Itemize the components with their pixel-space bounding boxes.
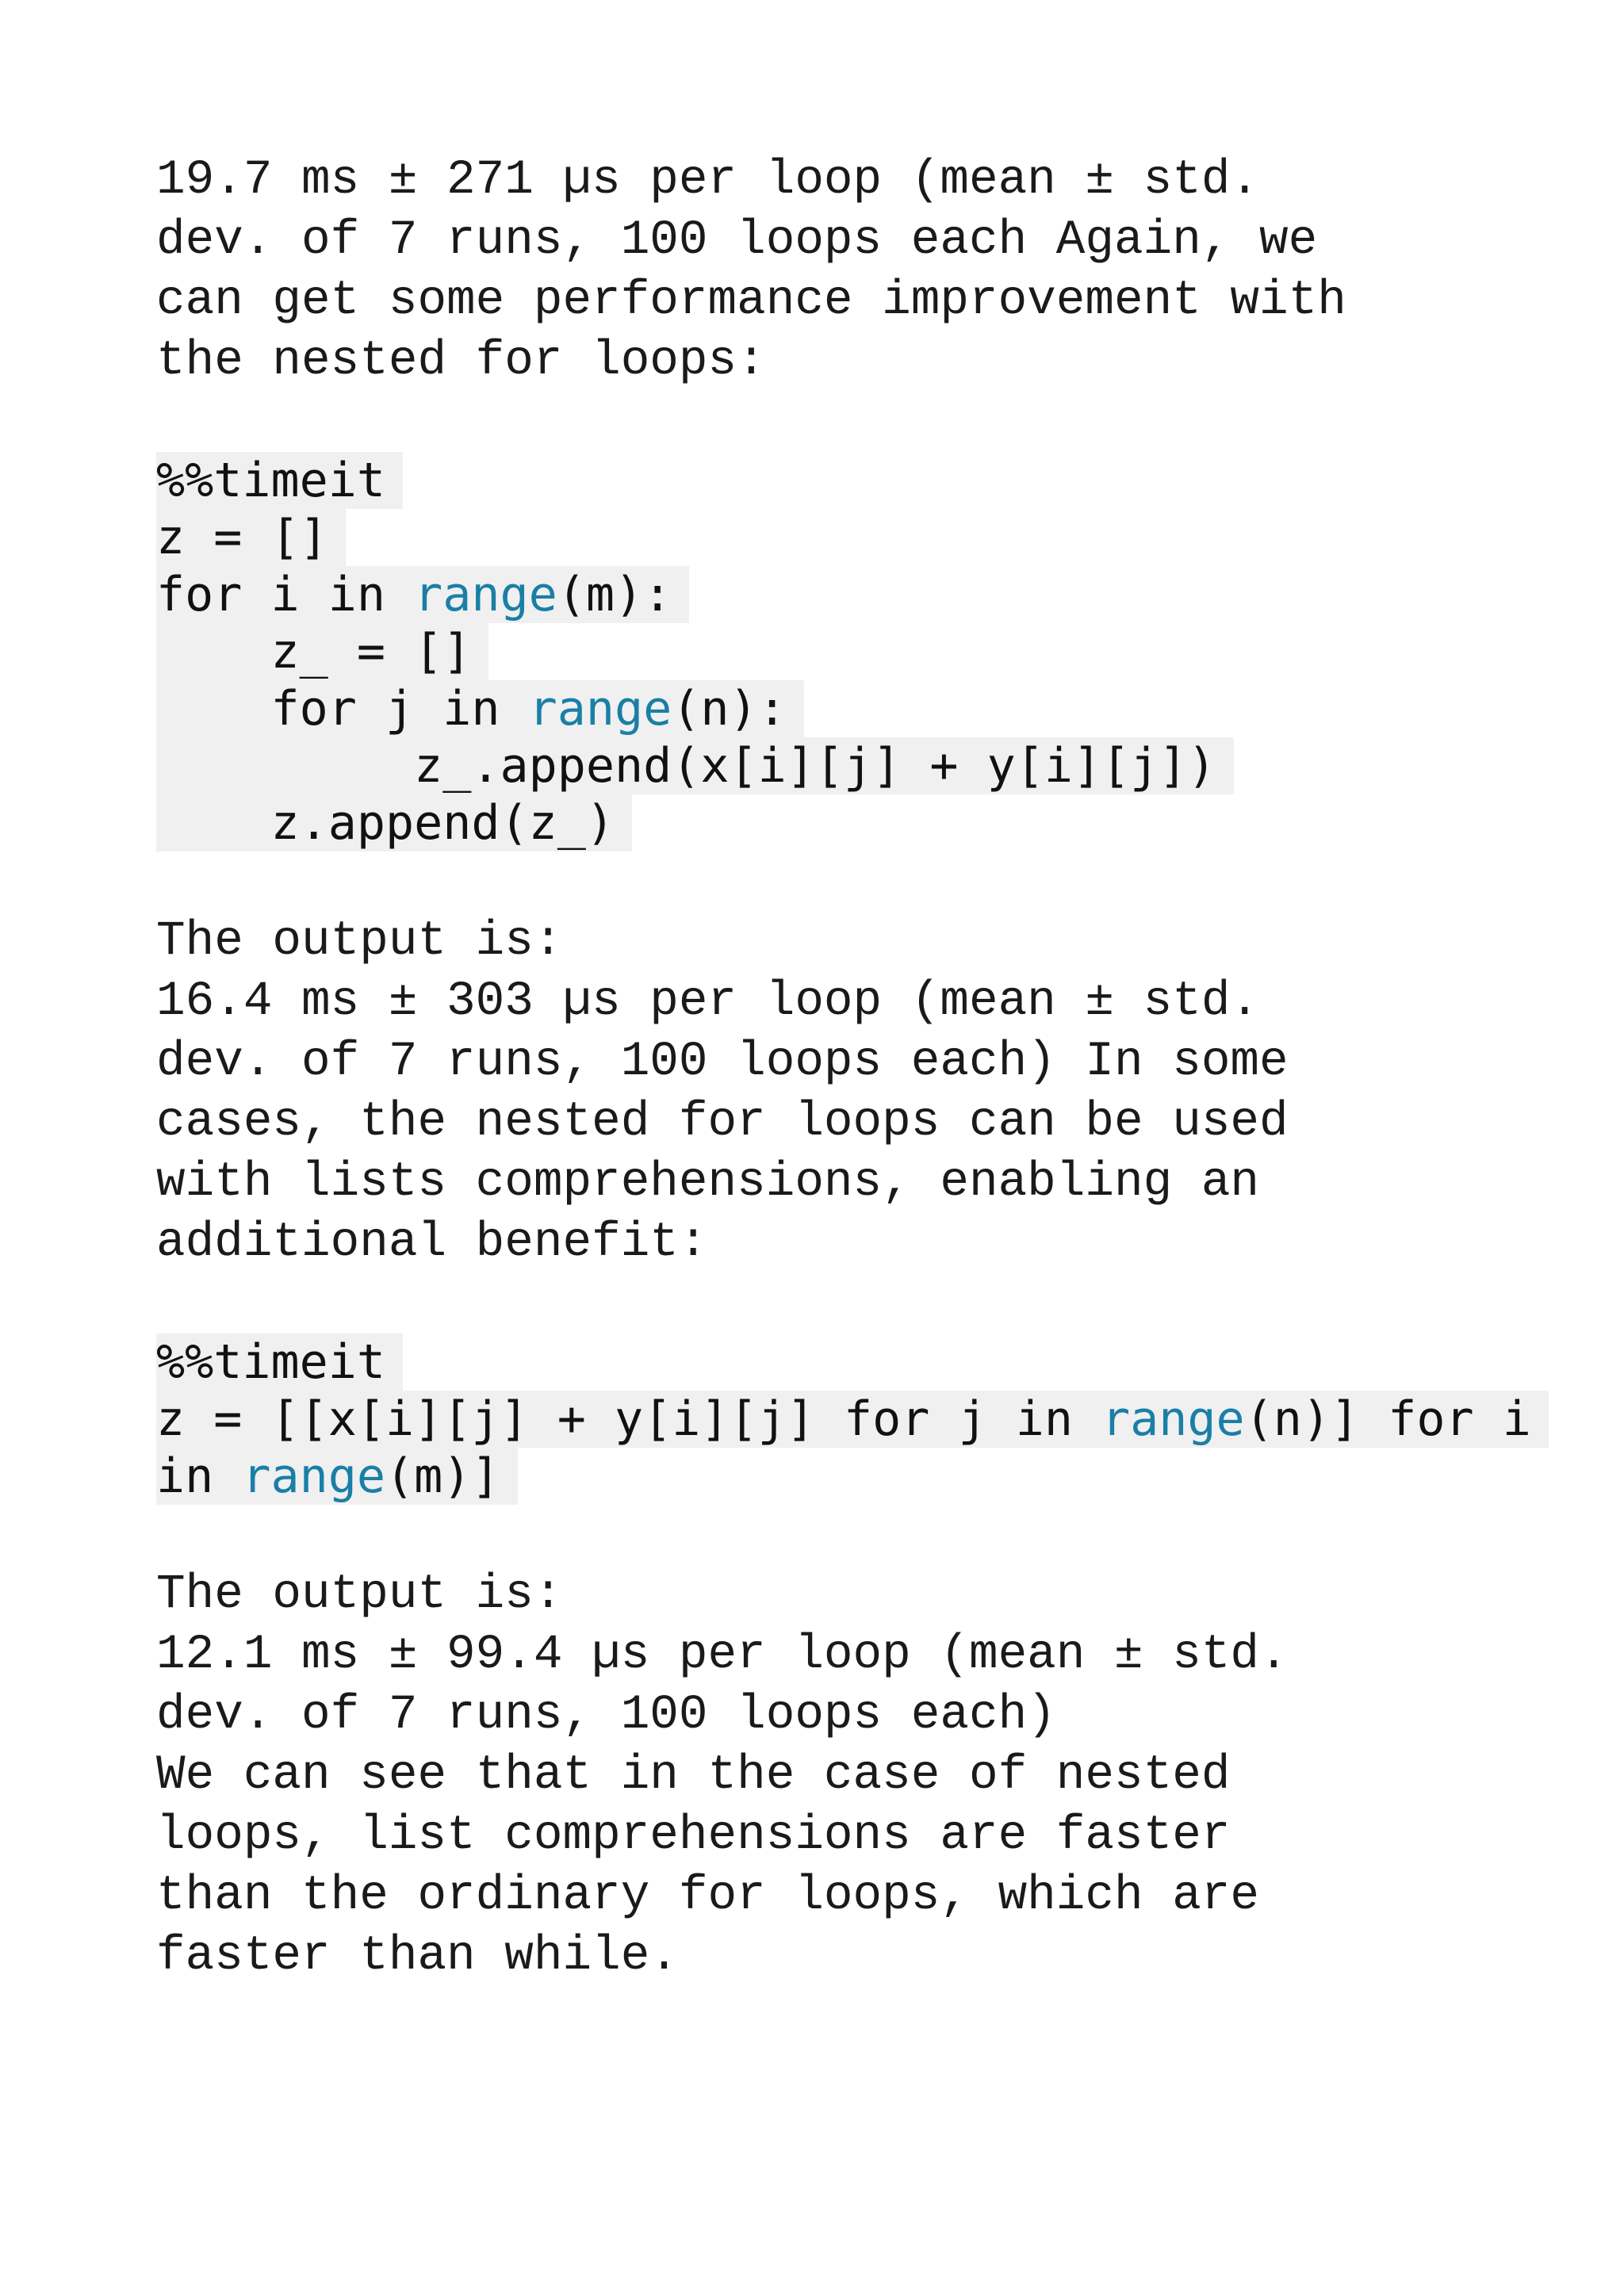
code-token: for j in — [156, 681, 529, 737]
spacer — [156, 1273, 1504, 1334]
code-token: (m): — [557, 567, 672, 622]
text-line: dev. of 7 runs, 100 loops each) In some — [156, 1035, 1289, 1089]
code-line: z_ = [] — [156, 623, 488, 680]
text-line: 12.1 ms ± 99.4 µs per loop (mean ± std. — [156, 1628, 1289, 1682]
text-line: 16.4 ms ± 303 µs per loop (mean ± std. — [156, 974, 1260, 1029]
text-line: faster than while. — [156, 1929, 679, 1984]
text-line: can get some performance improvement with — [156, 274, 1346, 328]
paragraph-timing-intro — [156, 151, 1504, 392]
builtin-range: range — [528, 681, 672, 737]
spacer — [156, 1505, 1504, 1565]
code-line — [156, 680, 804, 737]
text-line: than the ordinary for loops, which are — [156, 1869, 1260, 1923]
code-token: in — [156, 1448, 243, 1504]
builtin-range: range — [1101, 1391, 1245, 1447]
text-line: the nested for loops: — [156, 334, 766, 388]
text-line: loops, list comprehensions are faster — [156, 1808, 1231, 1863]
code-line: z_.append(x[i][j] + y[i][j]) — [156, 737, 1234, 794]
text-line: cases, the nested for loops can be used — [156, 1095, 1289, 1150]
code-token: (n): — [672, 681, 787, 737]
code-block-list-comprehension — [156, 1334, 1531, 1505]
code-line: %%timeit — [156, 452, 403, 509]
spacer — [156, 851, 1504, 912]
paragraph-output-2 — [156, 1565, 1504, 1987]
code-line: z.append(z_) — [156, 794, 632, 851]
text-line: The output is: — [156, 914, 563, 969]
document-page — [156, 151, 1531, 1987]
code-line: z = [] — [156, 509, 346, 566]
text-line: 19.7 ms ± 271 µs per loop (mean ± std. — [156, 153, 1260, 208]
code-line — [156, 566, 689, 623]
paragraph-output-1 — [156, 912, 1504, 1273]
code-token: (n)] for i — [1244, 1391, 1531, 1447]
code-line — [156, 1391, 1549, 1448]
code-token: for i in — [156, 567, 415, 622]
builtin-range: range — [414, 567, 557, 622]
text-line: additional benefit: — [156, 1215, 708, 1270]
code-token: z = [[x[i][j] + y[i][j] for j in — [156, 1391, 1102, 1447]
text-line: dev. of 7 runs, 100 loops each Again, we — [156, 213, 1318, 268]
text-line: dev. of 7 runs, 100 loops each) — [156, 1688, 1056, 1743]
code-token: (m)] — [385, 1448, 500, 1504]
code-line: %%timeit — [156, 1334, 403, 1391]
builtin-range: range — [242, 1448, 385, 1504]
code-block-nested-loops — [156, 452, 1504, 851]
text-line: We can see that in the case of nested — [156, 1748, 1231, 1803]
code-line — [156, 1448, 518, 1505]
spacer — [156, 392, 1504, 452]
text-line: with lists comprehensions, enabling an — [156, 1155, 1260, 1210]
text-line: The output is: — [156, 1567, 563, 1622]
